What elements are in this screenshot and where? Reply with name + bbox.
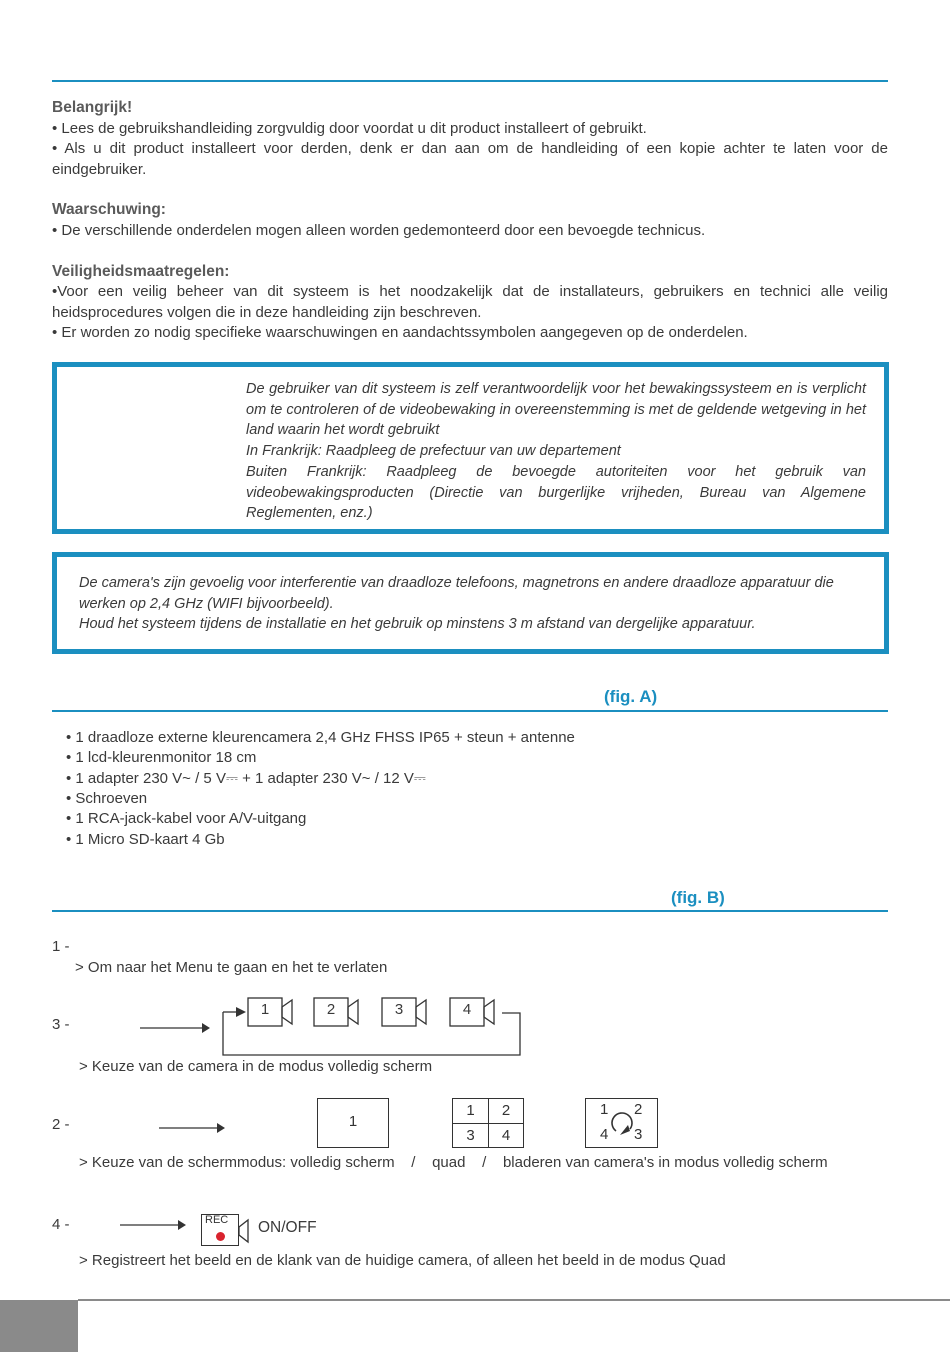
contents-item-2: • 1 lcd-kleurenmonitor 18 cm <box>66 749 257 766</box>
important-bullet-2: • Als u dit product installeert voor derden, denk er dan aan om de handleiding of een kopie achter te laten voor de eindgebruiker. <box>52 140 888 178</box>
legal-notice-box <box>52 362 889 534</box>
quad-cell-2: 2 <box>488 1098 524 1124</box>
item-4-arrow <box>116 1217 196 1233</box>
important-bullet-1: • Lees de gebruikshandleiding zorgvuldig door voordat u dit product installeert of gebruikt. <box>52 120 647 137</box>
quad-cell-4: 4 <box>488 1123 524 1148</box>
warning-bullet-1: • De verschillende onderdelen mogen alleen worden gedemonteerd door een bevoegde technicus. <box>52 222 706 239</box>
warning-heading: Waarschuwing: <box>52 201 166 218</box>
fig-b-label: (fig. B) <box>671 888 725 907</box>
cycle-label-3: 3 <box>634 1126 643 1143</box>
quad-mode-icon <box>452 1098 524 1148</box>
item-2-description: > Keuze van de schermmodus: volledig scherm / quad / bladeren van camera's in modus volledig scherm <box>79 1154 828 1171</box>
camera-4-label: 4 <box>462 1001 472 1018</box>
rec-dot-icon <box>216 1232 225 1241</box>
safety-heading: Veiligheidsmaatregelen: <box>52 263 230 280</box>
section-a-rule <box>52 710 888 712</box>
camera-2-label: 2 <box>326 1001 336 1018</box>
contents-item-5: • 1 RCA-jack-kabel voor A/V-uitgang <box>66 810 307 827</box>
interference-p1: De camera's zijn gevoelig voor interferentie van draadloze telefoons, magnetrons en andere draadloze apparatuur die werken op 2,4 GHz (WIFI bijvoorbeeld). <box>79 575 834 612</box>
section-b-rule <box>52 910 888 912</box>
item-1-number: 1 - <box>52 938 70 955</box>
item-3-description: > Keuze van de camera in de modus volledig scherm <box>79 1058 433 1075</box>
important-heading: Belangrijk! <box>52 99 133 116</box>
interference-box <box>52 552 889 654</box>
contents-item-6: • 1 Micro SD-kaart 4 Gb <box>66 831 225 848</box>
camera-1-label: 1 <box>260 1001 270 1018</box>
footer-rule <box>78 1299 950 1301</box>
item-2-number: 2 - <box>52 1116 70 1133</box>
legal-notice-p3: Buiten Frankrijk: Raadpleeg de bevoegde autoriteiten voor het gebruik van videobewakingsproducten (Directie van burgerlijke vrijheden, Bureau van Algemene Reglementen, enz.) <box>246 464 866 521</box>
fullscreen-mode-label: 1 <box>348 1113 358 1130</box>
item-2-arrow <box>155 1120 235 1136</box>
legal-notice-p2: In Frankrijk: Raadpleeg de prefectuur van uw departement <box>246 443 621 459</box>
rec-camera-icon <box>201 1214 249 1248</box>
rec-label: REC <box>205 1214 229 1226</box>
safety-bullet-1: •Voor een veilig beheer van dit systeem is het noodzakelijk dat de installateurs, gebruikers en technici alle veilig heidsprocedures volgen die in deze handleiding zijn beschreven. <box>52 283 888 321</box>
item-4-number: 4 - <box>52 1216 70 1233</box>
page-number-tab <box>0 1300 78 1352</box>
top-rule <box>52 80 888 82</box>
item-1-description: > Om naar het Menu te gaan en het te verlaten <box>75 959 388 976</box>
cycle-label-4: 4 <box>600 1126 609 1143</box>
cycle-label-1: 1 <box>600 1101 609 1118</box>
contents-item-4: • Schroeven <box>66 790 148 807</box>
quad-cell-3: 3 <box>452 1123 489 1148</box>
quad-cell-1: 1 <box>452 1098 489 1124</box>
item-3-number: 3 - <box>52 1016 70 1033</box>
safety-bullet-2: • Er worden zo nodig specifieke waarschuwingen en aandachtssymbolen aangegeven op de onderdelen. <box>52 324 748 341</box>
legal-notice-p1: De gebruiker van dit systeem is zelf verantwoordelijk voor het bewakingssysteem en is verplicht om te controleren of de videobewaking in overeenstemming is met de geldende wetgeving in het land waarin het wordt gebruikt <box>246 381 866 438</box>
cycle-mode-icon <box>585 1098 658 1148</box>
cycle-label-2: 2 <box>634 1101 643 1118</box>
item-4-description: > Registreert het beeld en de klank van de huidige camera, of alleen het beeld in de modus Quad <box>79 1252 726 1269</box>
fig-a-label: (fig. A) <box>604 687 658 706</box>
interference-p2: Houd het systeem tijdens de installatie en het gebruik op minstens 3 m afstand van dergelijke apparatuur. <box>79 616 756 632</box>
contents-item-3: • 1 adapter 230 V~ / 5 V⎓ + 1 adapter 230 V~ / 12 V⎓ <box>66 770 426 787</box>
on-off-label: ON/OFF <box>258 1219 317 1236</box>
contents-item-1: • 1 draadloze externe kleurencamera 2,4 GHz FHSS IP65 + steun + antenne <box>66 729 575 746</box>
fullscreen-mode-icon <box>317 1098 389 1148</box>
camera-3-label: 3 <box>394 1001 404 1018</box>
